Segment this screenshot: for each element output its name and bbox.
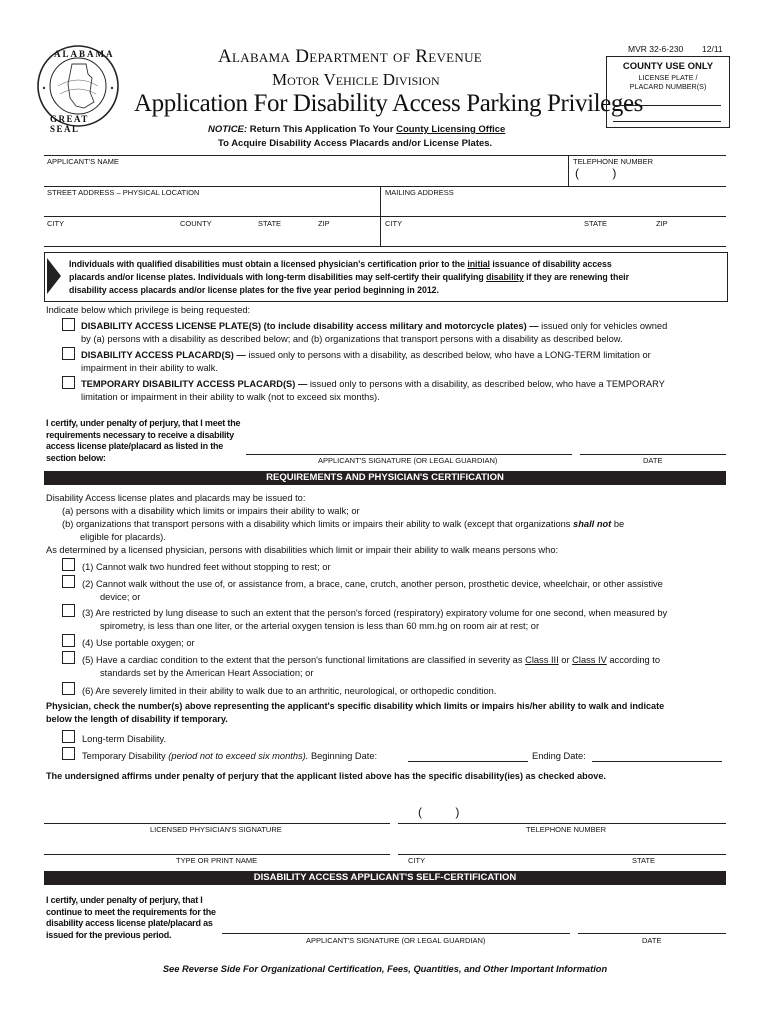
form-revision: 12/11 xyxy=(702,44,723,54)
zip-label: ZIP xyxy=(318,219,330,228)
condition-1-text: (1) Cannot walk two hundred feet without stopping to rest; or xyxy=(82,562,331,572)
requirements-bar: REQUIREMENTS AND PHYSICIAN'S CERTIFICATION xyxy=(44,471,726,485)
street-address-field[interactable] xyxy=(44,187,380,215)
self-cert-date-field[interactable] xyxy=(578,917,726,933)
phone-field[interactable] xyxy=(569,166,726,186)
self-cert-text xyxy=(46,895,216,941)
applicant-name-label: APPLICANT'S NAME xyxy=(47,157,119,166)
notice-box-disability: disability xyxy=(486,272,524,282)
self-cert-line-3: disability access license plate/placard as xyxy=(46,918,213,928)
condition-4-checkbox[interactable] xyxy=(62,634,75,647)
dept-name: Alabama Department of Revenue xyxy=(218,46,483,67)
certify-line-3: access license plate/placard as listed in the xyxy=(46,441,224,451)
physician-state-label: STATE xyxy=(632,856,656,865)
placard-option-desc-2: impairment in their ability to walk. xyxy=(81,363,218,373)
certify-line-4: section below: xyxy=(46,452,106,463)
county-label: COUNTY xyxy=(180,219,212,228)
class-iii: Class III xyxy=(525,655,559,665)
class-iv: Class IV xyxy=(572,655,607,665)
condition-5-line-1: (5) Have a cardiac condition to the extent that the person's functional limitations are classified in severity as xyxy=(82,655,523,665)
notice-line-1 xyxy=(208,124,505,135)
plate-option-title: DISABILITY ACCESS LICENSE PLATE(S) (to include disability access military and motorcycle plates) — xyxy=(81,321,539,331)
condition-2-line-1: (2) Cannot walk without the use of, or assistance from, a brace, cane, crutch, another person, prosthetic device, wheelchair, or other assistive xyxy=(82,579,663,589)
mailing-state-label: STATE xyxy=(584,219,608,228)
condition-5-or: or xyxy=(561,655,570,665)
arrow-right-icon xyxy=(45,252,63,300)
condition-2-text xyxy=(82,578,663,604)
seal-bottom-text: GREAT SEAL xyxy=(50,114,89,134)
physician-instruction xyxy=(46,700,664,726)
condition-5-line-2: standards set by the American Heart Association; or xyxy=(100,668,314,678)
city-label: CITY xyxy=(47,219,65,228)
requirements-b-text: (b) organizations that transport persons with a disability which limits or impairs their ability to walk (except that organizations xyxy=(62,519,571,529)
requirements-b xyxy=(62,518,624,531)
condition-5-text xyxy=(82,654,660,680)
city-county-state-zip-field[interactable] xyxy=(44,228,380,246)
physician-instruction-1: Physician, check the number(s) above representing the applicant's specific disability which limits or impairs his/her ability to walk and indicate xyxy=(46,701,665,711)
condition-6-text: (6) Are severely limited in their ability to walk due to an arthritic, neurological, or orthopedic condition. xyxy=(82,686,497,696)
condition-1-checkbox[interactable] xyxy=(62,558,75,571)
temporary-option-desc-1: issued only to persons with a disability, as described below, who have a TEMPORARY xyxy=(309,379,665,389)
requirements-determined: As determined by a licensed physician, persons with disabilities which limit or impair their ability to walk means persons who: xyxy=(46,545,559,555)
self-cert-date-label: DATE xyxy=(642,936,662,945)
self-cert-bar: DISABILITY ACCESS APPLICANT'S SELF-CERTIFICATION xyxy=(44,871,726,885)
temporary-option-text xyxy=(81,378,727,404)
physician-name-label: TYPE OR PRINT NAME xyxy=(176,856,258,865)
notice-box-line-2b: if they are renewing their xyxy=(526,272,629,282)
notice-label: NOTICE: xyxy=(208,124,248,135)
applicant-date-field[interactable] xyxy=(580,438,726,454)
state-label: STATE xyxy=(258,219,282,228)
notice-box-line-3: disability access placards and/or license plates for the five year period beginning in 2012. xyxy=(69,285,439,295)
physician-name-field[interactable] xyxy=(44,836,390,854)
plate-number-line-2[interactable] xyxy=(613,121,721,122)
temporary-checkbox[interactable] xyxy=(62,747,75,760)
placard-option-text xyxy=(81,349,727,375)
requirements-b-tail: be xyxy=(613,519,625,529)
temporary-text: Temporary Disability xyxy=(82,751,166,761)
phone-label: TELEPHONE NUMBER xyxy=(573,157,654,166)
self-cert-line-1: I certify, under penalty of perjury, that I xyxy=(46,895,203,905)
temporary-placard-checkbox[interactable] xyxy=(62,376,75,389)
notice-box-text xyxy=(69,258,725,297)
form-title: Application For Disability Access Parking Privileges xyxy=(134,90,643,117)
certify-text xyxy=(46,418,240,464)
condition-6-checkbox[interactable] xyxy=(62,682,75,695)
physician-phone-field[interactable] xyxy=(398,805,726,823)
self-cert-line-2: continue to meet the requirements for the xyxy=(46,906,216,917)
physician-phone-label: TELEPHONE NUMBER xyxy=(526,825,607,834)
requirements-b-cont: eligible for placards). xyxy=(80,532,166,542)
condition-3-text xyxy=(82,607,667,633)
requirements-intro: Disability Access license plates and placards may be issued to: xyxy=(46,493,306,503)
physician-phone-paren: ( ) xyxy=(418,805,460,819)
notice-box-line-2a: placards and/or license plates. Individuals with long-term disabilities may self-certify their qualifying xyxy=(69,272,484,282)
footer-note: See Reverse Side For Organizational Certification, Fees, Quantities, and Other Important Information xyxy=(162,964,608,974)
plate-option-text xyxy=(81,320,727,346)
placard-option-title: DISABILITY ACCESS PLACARD(S) — xyxy=(81,350,246,360)
certify-line-1: I certify, under penalty of perjury, that I meet the xyxy=(46,418,241,428)
notice-box-line-1b: issuance of disability access xyxy=(492,259,612,269)
seal-top-text: ALABAMA xyxy=(54,49,115,59)
condition-2-checkbox[interactable] xyxy=(62,575,75,588)
state-seal xyxy=(36,44,120,134)
certify-line-2: requirements necessary to receive a disability xyxy=(46,429,234,440)
physician-signature-field[interactable] xyxy=(44,805,390,823)
plate-number-line-1[interactable] xyxy=(613,105,721,106)
privilege-intro: Indicate below which privilege is being requested: xyxy=(46,305,251,315)
applicant-date-label: DATE xyxy=(643,456,663,465)
condition-3-line-2: spirometry, is less than one liter, or the arterial oxygen tension is less than 60 mm.hg on room air at rest; or xyxy=(100,621,540,631)
applicant-signature-field[interactable] xyxy=(246,438,572,454)
mailing-city-state-zip-field[interactable] xyxy=(381,228,726,246)
street-address-label: STREET ADDRESS – PHYSICAL LOCATION xyxy=(47,188,200,197)
plate-option-desc-2: by (a) persons with a disability as described below; and (b) organizations that transport persons with a disability as described below. xyxy=(81,334,623,344)
condition-2-line-2: device; or xyxy=(100,592,141,602)
temporary-option-title: TEMPORARY DISABILITY ACCESS PLACARD(S) — xyxy=(81,379,308,389)
notice-box xyxy=(44,252,728,302)
long-term-label: Long-term Disability. xyxy=(82,734,167,744)
plate-checkbox[interactable] xyxy=(62,318,75,331)
temporary-option-desc-2: limitation or impairment in their ability to walk (not to exceed six months). xyxy=(81,392,380,402)
condition-3-checkbox[interactable] xyxy=(62,604,75,617)
county-use-box xyxy=(606,56,730,128)
notice-office: County Licensing Office xyxy=(396,124,506,135)
ending-date-label: Ending Date: xyxy=(532,751,586,761)
condition-5-checkbox[interactable] xyxy=(62,651,75,664)
notice-box-initial: initial xyxy=(467,259,490,269)
self-cert-line-4: issued for the previous period. xyxy=(46,929,172,940)
plate-number-label: LICENSE PLATE / PLACARD NUMBER(S) xyxy=(629,73,707,91)
notice-box-line-1a: Individuals with qualified disabilities must obtain a licensed physician's certification prior to the xyxy=(69,259,465,269)
mailing-address-field[interactable] xyxy=(381,187,726,215)
notice-text: Return This Application To Your xyxy=(249,124,394,135)
phone-paren: ( ) xyxy=(575,166,617,180)
beginning-date-field[interactable] xyxy=(408,749,528,762)
placard-option-desc-1: issued only to persons with a disability, as described below, who have a LONG-TERM limitation or xyxy=(248,350,651,360)
mailing-address-label: MAILING ADDRESS xyxy=(385,188,454,197)
self-cert-signature-label: APPLICANT'S SIGNATURE (OR LEGAL GUARDIAN) xyxy=(306,936,486,945)
temporary-label xyxy=(82,750,377,763)
physician-city-label: CITY xyxy=(408,856,426,865)
mailing-city-label: CITY xyxy=(385,219,403,228)
condition-5-tail: according to xyxy=(609,655,661,665)
form-id: MVR 32-6-230 xyxy=(628,44,684,54)
mailing-zip-label: ZIP xyxy=(656,219,668,228)
applicant-name-field[interactable] xyxy=(44,156,568,186)
requirements-b-emphasis: shall not xyxy=(573,519,612,529)
placard-checkbox[interactable] xyxy=(62,347,75,360)
long-term-checkbox[interactable] xyxy=(62,730,75,743)
county-use-title: COUNTY USE ONLY xyxy=(622,61,714,72)
ending-date-field[interactable] xyxy=(592,749,722,762)
physician-city-state-field[interactable] xyxy=(398,836,726,854)
condition-4-text: (4) Use portable oxygen; or xyxy=(82,638,195,648)
requirements-a: (a) persons with a disability which limits or impairs their ability to walk; or xyxy=(62,506,360,516)
applicant-signature-label: APPLICANT'S SIGNATURE (OR LEGAL GUARDIAN) xyxy=(318,456,498,465)
condition-3-line-1: (3) Are restricted by lung disease to such an extent that the person's forced (respiratory) expiratory volume for one second, when measured by xyxy=(82,608,668,618)
temporary-period: (period not to exceed six months). xyxy=(168,751,309,761)
physician-instruction-2: below the length of disability if temporary. xyxy=(46,714,228,724)
notice-line-2: To Acquire Disability Access Placards and/or License Plates. xyxy=(218,138,493,149)
physician-signature-label: LICENSED PHYSICIAN'S SIGNATURE xyxy=(150,825,282,834)
self-cert-signature-field[interactable] xyxy=(222,917,570,933)
affirm-text: The undersigned affirms under penalty of perjury that the applicant listed above has the specific disability(ies) as checked above. xyxy=(46,771,606,781)
plate-option-desc-1: issued only for vehicles owned xyxy=(541,321,668,331)
beginning-date-label: Beginning Date: xyxy=(310,751,378,761)
division-name: Motor Vehicle Division xyxy=(272,70,440,89)
